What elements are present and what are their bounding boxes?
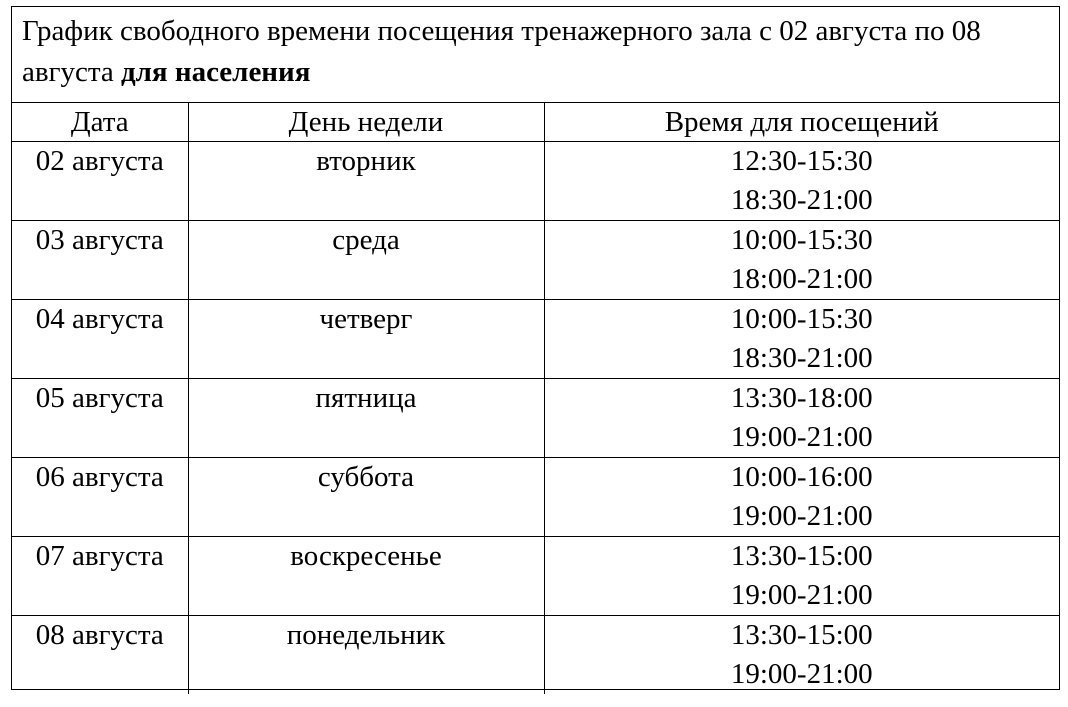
cell-weekday: воскресенье bbox=[188, 537, 544, 616]
table-row bbox=[12, 221, 1059, 300]
time-slot: 19:00-21:00 bbox=[730, 579, 873, 611]
table-row bbox=[12, 616, 1059, 695]
cell-weekday: понедельник bbox=[188, 616, 544, 695]
time-slot: 18:00-21:00 bbox=[730, 263, 873, 295]
table-row bbox=[12, 537, 1059, 616]
cell-times bbox=[544, 379, 1059, 458]
schedule-title bbox=[12, 7, 1059, 103]
schedule-table bbox=[12, 103, 1059, 694]
cell-weekday: вторник bbox=[188, 142, 544, 221]
cell-times bbox=[544, 616, 1059, 695]
cell-weekday: среда bbox=[188, 221, 544, 300]
cell-weekday: суббота bbox=[188, 458, 544, 537]
time-slot: 19:00-21:00 bbox=[730, 500, 873, 532]
header-visit-time: Время для посещений bbox=[544, 103, 1059, 142]
cell-times bbox=[544, 300, 1059, 379]
cell-date: 06 августа bbox=[12, 458, 188, 537]
schedule-document bbox=[11, 6, 1060, 690]
cell-date: 04 августа bbox=[12, 300, 188, 379]
time-slot: 19:00-21:00 bbox=[730, 658, 873, 690]
time-slot: 10:00-16:00 bbox=[730, 461, 873, 493]
table-header-row bbox=[12, 103, 1059, 142]
cell-times bbox=[544, 142, 1059, 221]
cell-date: 02 августа bbox=[12, 142, 188, 221]
title-emphasis: для населения bbox=[120, 56, 311, 88]
cell-times bbox=[544, 458, 1059, 537]
cell-date: 03 августа bbox=[12, 221, 188, 300]
cell-date: 07 августа bbox=[12, 537, 188, 616]
cell-date: 08 августа bbox=[12, 616, 188, 695]
table-row bbox=[12, 300, 1059, 379]
time-slot: 10:00-15:30 bbox=[730, 224, 873, 256]
time-slot: 18:30-21:00 bbox=[730, 342, 873, 374]
cell-weekday: четверг bbox=[188, 300, 544, 379]
table-row bbox=[12, 458, 1059, 537]
title-text: График свободного времени посещения тренажерного зала с 02 августа по 08 августа bbox=[22, 15, 981, 88]
table-row bbox=[12, 379, 1059, 458]
time-slot: 13:30-18:00 bbox=[730, 382, 873, 414]
time-slot: 18:30-21:00 bbox=[730, 184, 873, 216]
time-slot: 10:00-15:30 bbox=[730, 303, 873, 335]
time-slot: 12:30-15:30 bbox=[730, 145, 873, 177]
cell-times bbox=[544, 221, 1059, 300]
cell-date: 05 августа bbox=[12, 379, 188, 458]
table-row bbox=[12, 142, 1059, 221]
header-weekday: День недели bbox=[188, 103, 544, 142]
cell-times bbox=[544, 537, 1059, 616]
time-slot: 19:00-21:00 bbox=[730, 421, 873, 453]
time-slot: 13:30-15:00 bbox=[730, 540, 873, 572]
header-date: Дата bbox=[12, 103, 188, 142]
time-slot: 13:30-15:00 bbox=[730, 619, 873, 651]
cell-weekday: пятница bbox=[188, 379, 544, 458]
